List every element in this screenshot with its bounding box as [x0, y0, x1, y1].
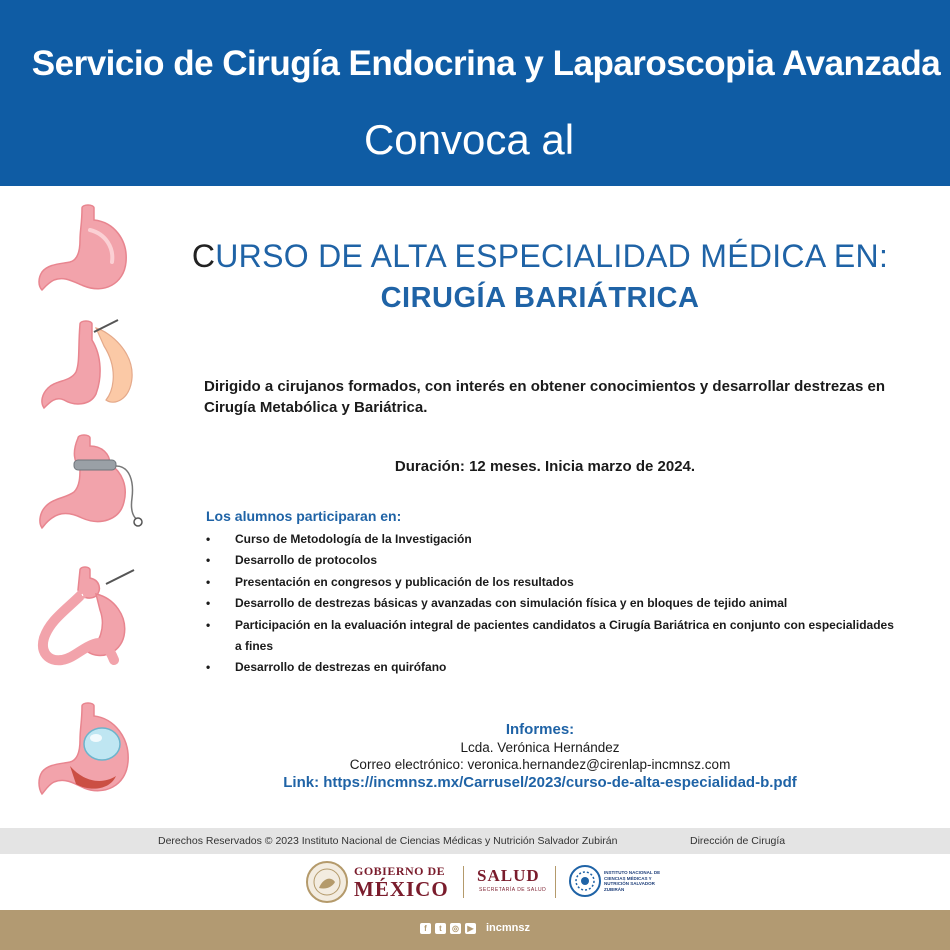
informes-section: [230, 720, 850, 793]
stomach-icon: [30, 200, 150, 310]
list-item: • Curso de Metodología de la Investigación: [206, 529, 896, 550]
instagram-icon[interactable]: ◎: [450, 923, 461, 934]
stomach-icons-column: [30, 196, 160, 826]
social-handle[interactable]: incmnsz: [486, 922, 531, 934]
salud-logo: SALUD: [477, 866, 540, 885]
course-description: Dirigido a cirujanos formados, con interés en obtener conocimientos y desarrollar destrezas en Cirugía Metabólica y Bariátrica.: [204, 378, 886, 416]
course-duration: Duración: 12 meses. Inicia marzo de 2024.: [394, 458, 696, 475]
social-bar: [0, 910, 950, 950]
header-subtitle: Convoca al: [363, 116, 575, 163]
gastric-band-icon: [30, 432, 150, 542]
course-title-rest: URSO DE ALTA ESPECIALIDAD MÉDICA EN:: [215, 238, 889, 274]
gobierno-logo: [354, 865, 449, 900]
list-item: • Presentación en congresos y publicación de los resultados: [206, 572, 896, 593]
contact-name: Lcda. Verónica Hernández: [460, 740, 620, 755]
list-item: • Desarrollo de protocolos: [206, 550, 896, 571]
header-banner: [0, 0, 950, 186]
institute-name: INSTITUTO NACIONAL DE CIENCIAS MÉDICAS Y NUTRICIÓN SALVADOR ZUBIRÁN: [604, 870, 661, 892]
gastric-sleeve-icon: [30, 316, 150, 426]
footer-rights: Derechos Reservados © 2023 Instituto Nacional de Ciencias Médicas y Nutrición Salvador Zubirán: [158, 835, 618, 847]
course-subtitle: CIRUGÍA BARIÁTRICA: [380, 282, 700, 314]
gobierno-seal-icon: [305, 860, 349, 904]
header-title: Servicio de Cirugía Endocrina y Laparoscopia Avanzada: [31, 44, 941, 83]
social-links: [420, 922, 530, 934]
participate-heading: Los alumnos participaran en:: [206, 508, 402, 524]
salud-subtitle: SECRETARÍA DE SALUD: [479, 887, 547, 893]
gastric-bypass-icon: [30, 564, 150, 674]
gobierno-line2: MÉXICO: [354, 877, 449, 901]
gobierno-line1: GOBIERNO DE: [354, 864, 446, 878]
contact-email[interactable]: Correo electrónico: veronica.hernandez@cirenlap-incmnsz.com: [349, 757, 731, 772]
institute-emblem-icon: [568, 864, 602, 898]
logos-strip: [0, 854, 950, 910]
youtube-icon[interactable]: ▶: [465, 923, 476, 934]
informes-heading: Informes:: [505, 721, 575, 738]
list-item: • Participación en la evaluación integral de pacientes candidatos a Cirugía Bariátrica en conjunto con especialidades a fines: [206, 615, 896, 658]
facebook-icon[interactable]: f: [420, 923, 431, 934]
info-link[interactable]: Link: https://incmnsz.mx/Carrusel/2023/curso-de-alta-especialidad-b.pdf: [283, 774, 797, 791]
gastric-balloon-icon: [30, 700, 150, 810]
footer-direction: Dirección de Cirugía: [690, 835, 786, 847]
logo-divider: [555, 866, 556, 898]
list-item: • Desarrollo de destrezas en quirófano: [206, 657, 896, 678]
footer-bar: [0, 828, 950, 854]
course-title-initial: C: [191, 238, 216, 274]
twitter-icon[interactable]: t: [435, 923, 446, 934]
logo-divider: [463, 866, 464, 898]
list-item: • Desarrollo de destrezas básicas y avanzadas con simulación física y en bloques de tejido animal: [206, 593, 896, 614]
participate-list: [206, 529, 896, 679]
course-title: [150, 238, 930, 275]
